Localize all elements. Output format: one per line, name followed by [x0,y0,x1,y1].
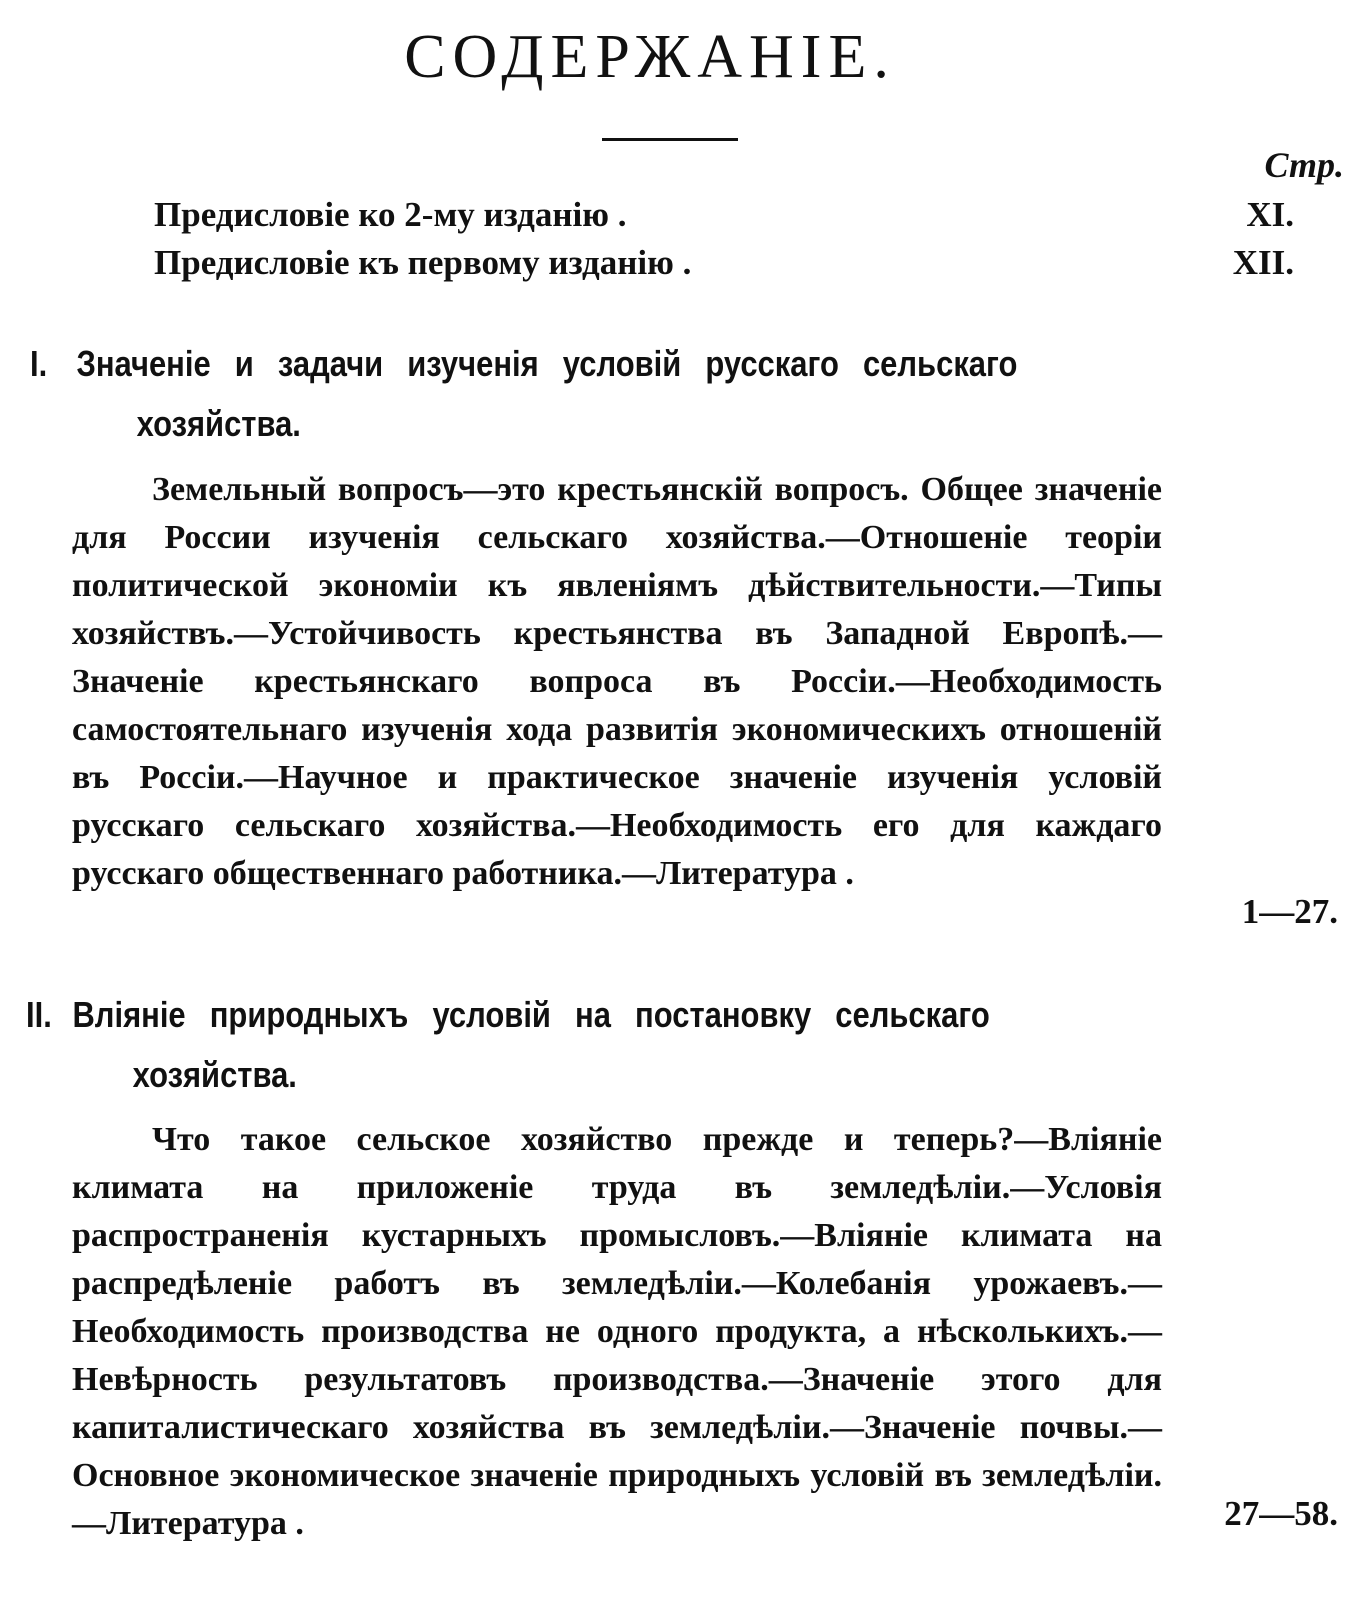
chapter-summary-2: Что такое сельское хозяйство прежде и теперь?—Вліяніе климата на приложеніе труда въ земледѣліи.—Условія распространенія кустарныхъ промысловъ.—Вліяніе климата на распредѣленіе работъ въ земледѣліи.—Колебанія урожаевъ.—Необходимость производства не одного продукта, а нѣсколькихъ.—Невѣрность результатовъ производства.—Значеніе этого для капиталистическаго хозяйства въ земледѣліи.—Значеніе почвы.—Основное экономическое значеніе природныхъ условій въ земледѣліи.—Литература . [72,1121,1162,1542]
chapter-title: Вліяніе природныхъ условій на постановку сельскаго [72,994,990,1035]
chapter-number: II. [26,994,52,1035]
chapter-heading-1 [30,334,1157,454]
chapter-title-continued: хозяйства. [132,1054,297,1095]
chapter-number: I. [30,343,48,384]
chapter-heading-2 [26,985,1153,1105]
chapter-title: Значеніе и задачи изученія условій русскаго сельскаго [76,343,1018,384]
preface-entry-second-edition: Предисловіе ко 2-му изданію . [154,195,627,234]
page-column-label: Стр. [1264,145,1344,185]
chapter-title-continued: хозяйства. [136,403,301,444]
chapter-pages-2: 27—58. [1224,1494,1338,1533]
preface-page-first-edition: XII. [1232,243,1294,282]
preface-page-second-edition: XI. [1246,195,1294,234]
chapter-pages-1: 1—27. [1241,892,1338,931]
page-title: СОДЕРЖАНІЕ. [404,23,896,91]
preface-entry-first-edition: Предисловіе къ первому изданію . [154,243,692,282]
title-divider [568,138,738,141]
chapter-summary-1: Земельный вопросъ—это крестьянскій вопросъ. Общее значеніе для России изученія сельскаго хозяйства.—Отношеніе теоріи политической экономіи къ явленіямъ дѣйствительности.—Типы хозяйствъ.—Устойчивость крестьянства въ Западной Европѣ.—Значеніе крестьянскаго вопроса въ Россіи.—Необходимость самостоятельнаго изученія хода развитія экономическихъ отношеній въ Россіи.—Научное и практическое значеніе изученія условій русскаго сельскаго хозяйства.—Необходимость его для каждаго русскаго общественнаго работника.—Литература . [72,471,1162,892]
